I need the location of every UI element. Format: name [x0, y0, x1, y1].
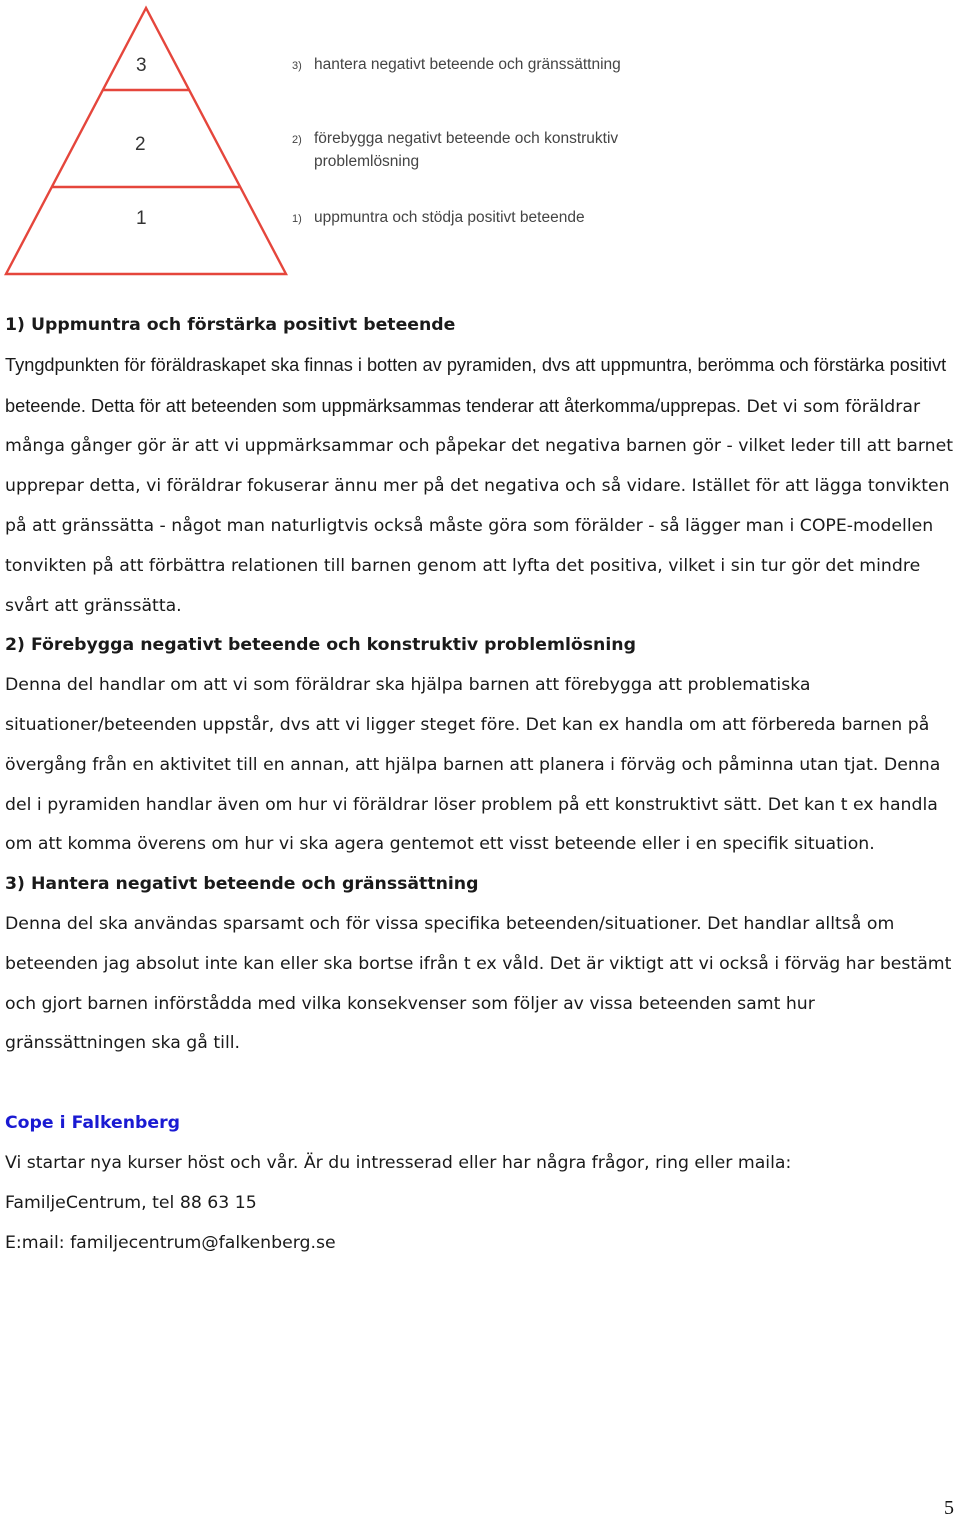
pyramid-level-1-label [292, 207, 585, 230]
pyramid-outline [6, 8, 286, 274]
spacer [5, 1064, 960, 1104]
section-1-paragraph [5, 346, 960, 627]
pyramid-level-2-text-line2: problemlösning [314, 153, 420, 170]
section-3-paragraph: Denna del ska användas sparsamt och för vissa specifika beteenden/situationer. Det handlar alltså om beteenden jag absolut inte kan eller ska bortse ifrån t ex våld. Det är viktigt att vi också i förväg har bestämt och gjort barnen införstådda med vilka konsekvenser som följer av vissa beteenden samt hur gränssättningen ska gå till. [5, 913, 952, 1054]
pyramid-level-1-text: uppmuntra och stödja positivt beteende [314, 209, 585, 226]
section-3-heading: 3) Hantera negativt beteende och gränssättning [5, 874, 479, 895]
section-2-paragraph: Denna del handlar om att vi som föräldrar ska hjälpa barnen att förebygga att problematiska situationer/beteenden uppstår, dvs att vi ligger steget före. Det kan ex handla om att förbereda barnen på övergång från en aktivitet till en annan, att hjälpa barnen att planera i förväg och påminna utan tjat. Denna del i pyramiden handlar även om hur vi föräldrar löser problem på ett konstruktivt sätt. Det kan t ex handla om att komma överens om hur vi ska agera gentemot ett visst beteende eller i en specifik situation. [5, 675, 941, 855]
section-1-text-c: Istället för att lägga tonvikten på att gränssätta - något man naturligtvis också måste göra som förälder - så lägger man i COPE-modellen tonvikten på att förbättra relationen till barnen genom att lyfta det positiva, vilket i sin tur gör det mindre svårt att gränssätta. [5, 476, 950, 616]
section-2-heading: 2) Förebygga negativt beteende och konstruktiv problemlösning [5, 635, 636, 656]
pyramid-level-3-prefix: 3) [292, 60, 302, 72]
pyramid-diagram [0, 0, 680, 282]
pyramid-level-1-number: 1 [136, 208, 147, 229]
contact-line-courses: Vi startar nya kurser höst och vår. Är du intresserad eller har några frågor, ring eller maila: [5, 1152, 792, 1173]
pyramid-level-2-text-line1: förebygga negativt beteende och konstruktiv [314, 130, 619, 147]
contact-line-phone: FamiljeCentrum, tel 88 63 15 [5, 1192, 257, 1213]
section-1-text-b: Det vi som föräldrar många gånger gör är att vi uppmärksammar och påpekar det negativa barnen gör - vilket leder till att barnet upprepar detta, vi föräldrar fokuserar ännu mer på det negativa och så vidare. [5, 396, 954, 497]
contact-line-email: E:mail: familjecentrum@falkenberg.se [5, 1232, 336, 1253]
pyramid-level-2-number: 2 [135, 134, 146, 155]
contact-heading: Cope i Falkenberg [5, 1113, 181, 1134]
pyramid-level-3-label [292, 54, 621, 77]
pyramid-level-1-prefix: 1) [292, 213, 302, 225]
pyramid-level-2-label-cont [314, 151, 419, 173]
section-1-heading: 1) Uppmuntra och förstärka positivt beteende [5, 315, 456, 335]
section-1-text-a: Tyngdpunkten för föräldraskapet ska finnas i botten av pyramiden, dvs att uppmuntra, berömma och förstärka positivt beteende. Detta för att beteenden som uppmärksammas tenderar att återkomma/upprepas. [5, 354, 947, 416]
document-body [5, 306, 960, 1263]
pyramid-level-2-label [292, 128, 618, 151]
pyramid-level-3-number: 3 [136, 55, 147, 76]
page-number: 5 [944, 1497, 954, 1519]
pyramid-level-3-text: hantera negativt beteende och gränssättning [314, 56, 621, 73]
pyramid-level-2-prefix: 2) [292, 134, 302, 146]
